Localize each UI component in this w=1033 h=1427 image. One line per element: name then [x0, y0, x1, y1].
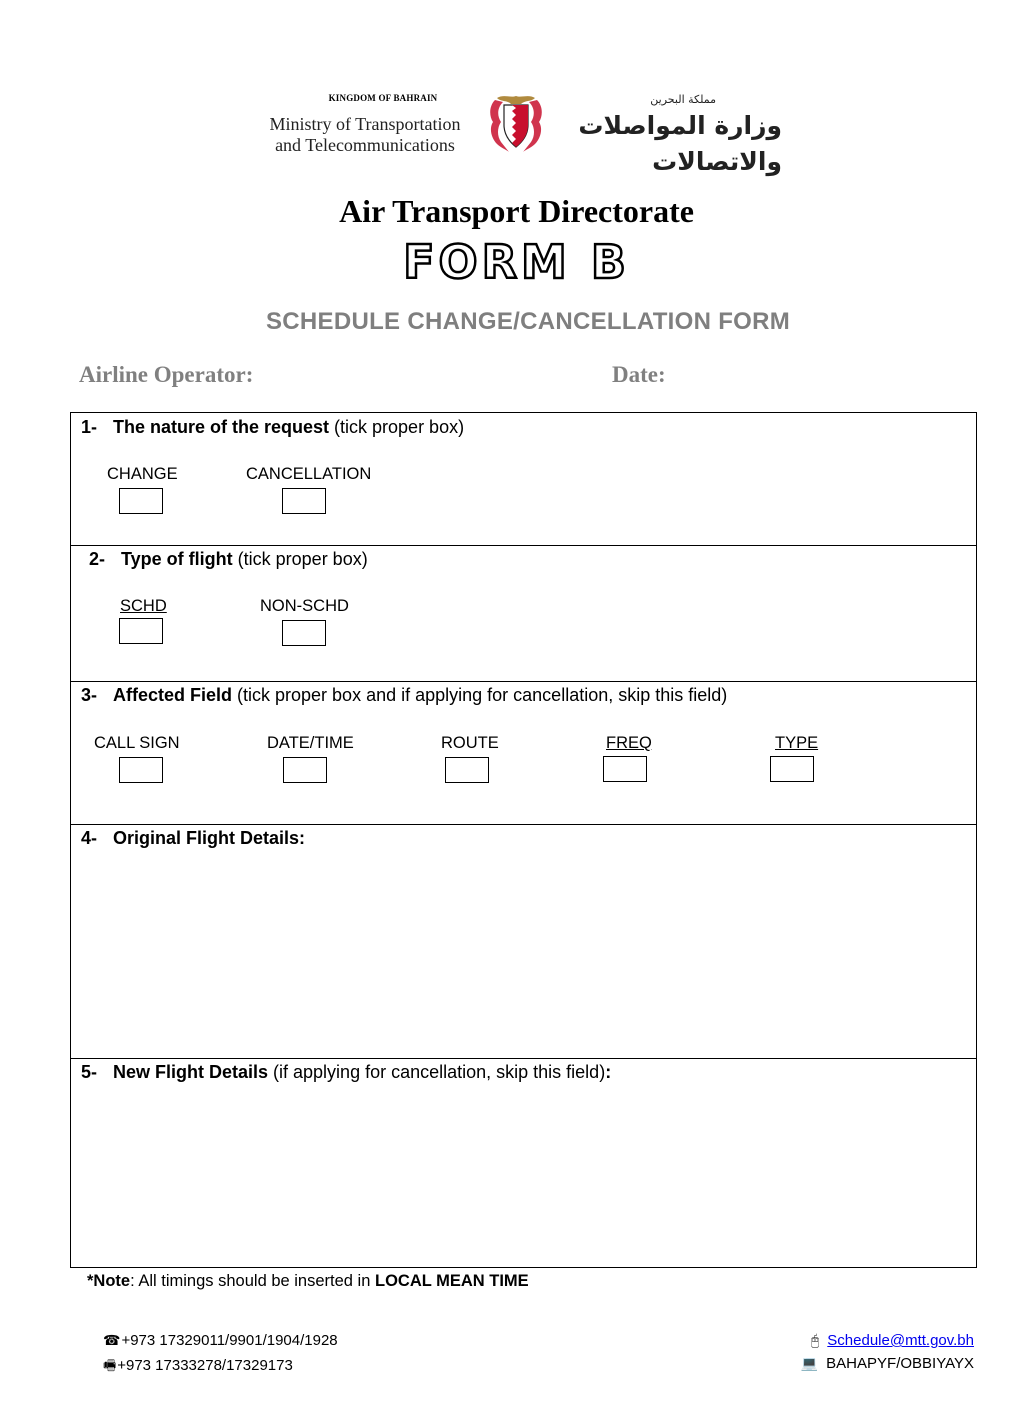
note-prefix: *Note [87, 1272, 131, 1290]
option-freq-label: FREQ [606, 734, 652, 752]
option-route-label: ROUTE [441, 734, 499, 752]
section-3-number: 3- [81, 685, 98, 705]
fax-icon: 🖷 [103, 1358, 117, 1374]
section-5-number: 5- [81, 1062, 98, 1082]
option-date-time-label: DATE/TIME [267, 734, 354, 752]
non-schd-checkbox[interactable] [282, 620, 326, 646]
note-text: : All timings should be inserted in [130, 1272, 375, 1290]
email-link[interactable]: Schedule@mtt.gov.bh [827, 1332, 974, 1349]
section-1-number: 1- [81, 417, 98, 437]
section-request-nature [71, 413, 976, 545]
computer-icon: 💻 [800, 1356, 819, 1372]
arabic-ministry-label: وزارة المواصلات والاتصالات [578, 111, 782, 176]
arabic-kingdom-label: مملكة البحرين [650, 93, 716, 106]
bahrain-crest-logo [487, 92, 545, 156]
date-label: Date: [612, 362, 666, 387]
ministry-name [250, 114, 480, 156]
directorate-title: Air Transport Directorate [339, 193, 694, 229]
section-4-title: Original Flight Details: [113, 828, 306, 848]
telephone-icon: ☎ [103, 1333, 121, 1349]
ministry-line-2: and Telecommunications [275, 135, 455, 155]
kingdom-of-bahrain-label: KINGDOM OF BAHRAIN [328, 93, 438, 103]
change-checkbox[interactable] [119, 488, 163, 514]
section-2-note: (tick proper box) [232, 549, 368, 569]
call-sign-checkbox[interactable] [119, 757, 163, 783]
section-3-heading [81, 685, 727, 706]
phone-contact [103, 1332, 338, 1349]
date-time-checkbox[interactable] [283, 757, 327, 783]
fax-number: +973 17333278/17329173 [117, 1357, 293, 1374]
section-3-note: (tick proper box and if applying for cancellation, skip this field) [232, 685, 728, 705]
form-title: FORM B [403, 235, 630, 289]
section-flight-type [71, 545, 976, 681]
option-type-label: TYPE [775, 734, 819, 752]
section-original-flight-details[interactable] [71, 824, 976, 1058]
section-5-title: New Flight Details [113, 1062, 269, 1082]
email-contact [811, 1332, 974, 1349]
sita-contact [801, 1355, 974, 1372]
fax-contact [103, 1355, 293, 1379]
section-new-flight-details[interactable] [71, 1058, 976, 1268]
airline-operator-label: Airline Operator: [79, 362, 254, 387]
section-4-heading [81, 828, 305, 849]
option-cancellation-label: CANCELLATION [246, 465, 372, 483]
section-5-note: (if applying for cancellation, skip this field) [268, 1062, 606, 1082]
section-2-heading [89, 549, 368, 570]
ministry-name-arabic [552, 92, 782, 176]
option-change-label: CHANGE [107, 465, 178, 483]
section-1-title: The nature of the request [113, 417, 330, 437]
section-4-number: 4- [81, 828, 98, 848]
cancellation-checkbox[interactable] [282, 488, 326, 514]
section-5-heading [81, 1062, 611, 1083]
route-checkbox[interactable] [445, 757, 489, 783]
timing-note [87, 1272, 529, 1291]
section-5-colon: : [605, 1062, 612, 1082]
option-schd-label: SCHD [120, 597, 167, 615]
note-emphasis: LOCAL MEAN TIME [374, 1272, 529, 1290]
option-non-schd-label: NON-SCHD [260, 597, 349, 615]
schd-checkbox[interactable] [119, 618, 163, 644]
section-2-title: Type of flight [121, 549, 233, 569]
sita-address: BAHAPYF/OBBIYAYX [826, 1355, 974, 1372]
type-checkbox[interactable] [770, 756, 814, 782]
section-1-heading [81, 417, 464, 438]
phone-number: +973 17329011/9901/1904/1928 [121, 1332, 338, 1349]
form-subtitle: SCHEDULE CHANGE/CANCELLATION FORM [265, 308, 791, 335]
ministry-line-1: Ministry of Transportation [269, 114, 461, 134]
request-form-table [70, 412, 977, 1268]
section-2-number: 2- [89, 549, 106, 569]
section-3-title: Affected Field [113, 685, 233, 705]
section-1-note: (tick proper box) [329, 417, 465, 437]
freq-checkbox[interactable] [603, 756, 647, 782]
mouse-icon: 🖰 [810, 1333, 820, 1349]
section-affected-field [71, 681, 976, 824]
option-call-sign-label: CALL SIGN [94, 734, 180, 752]
